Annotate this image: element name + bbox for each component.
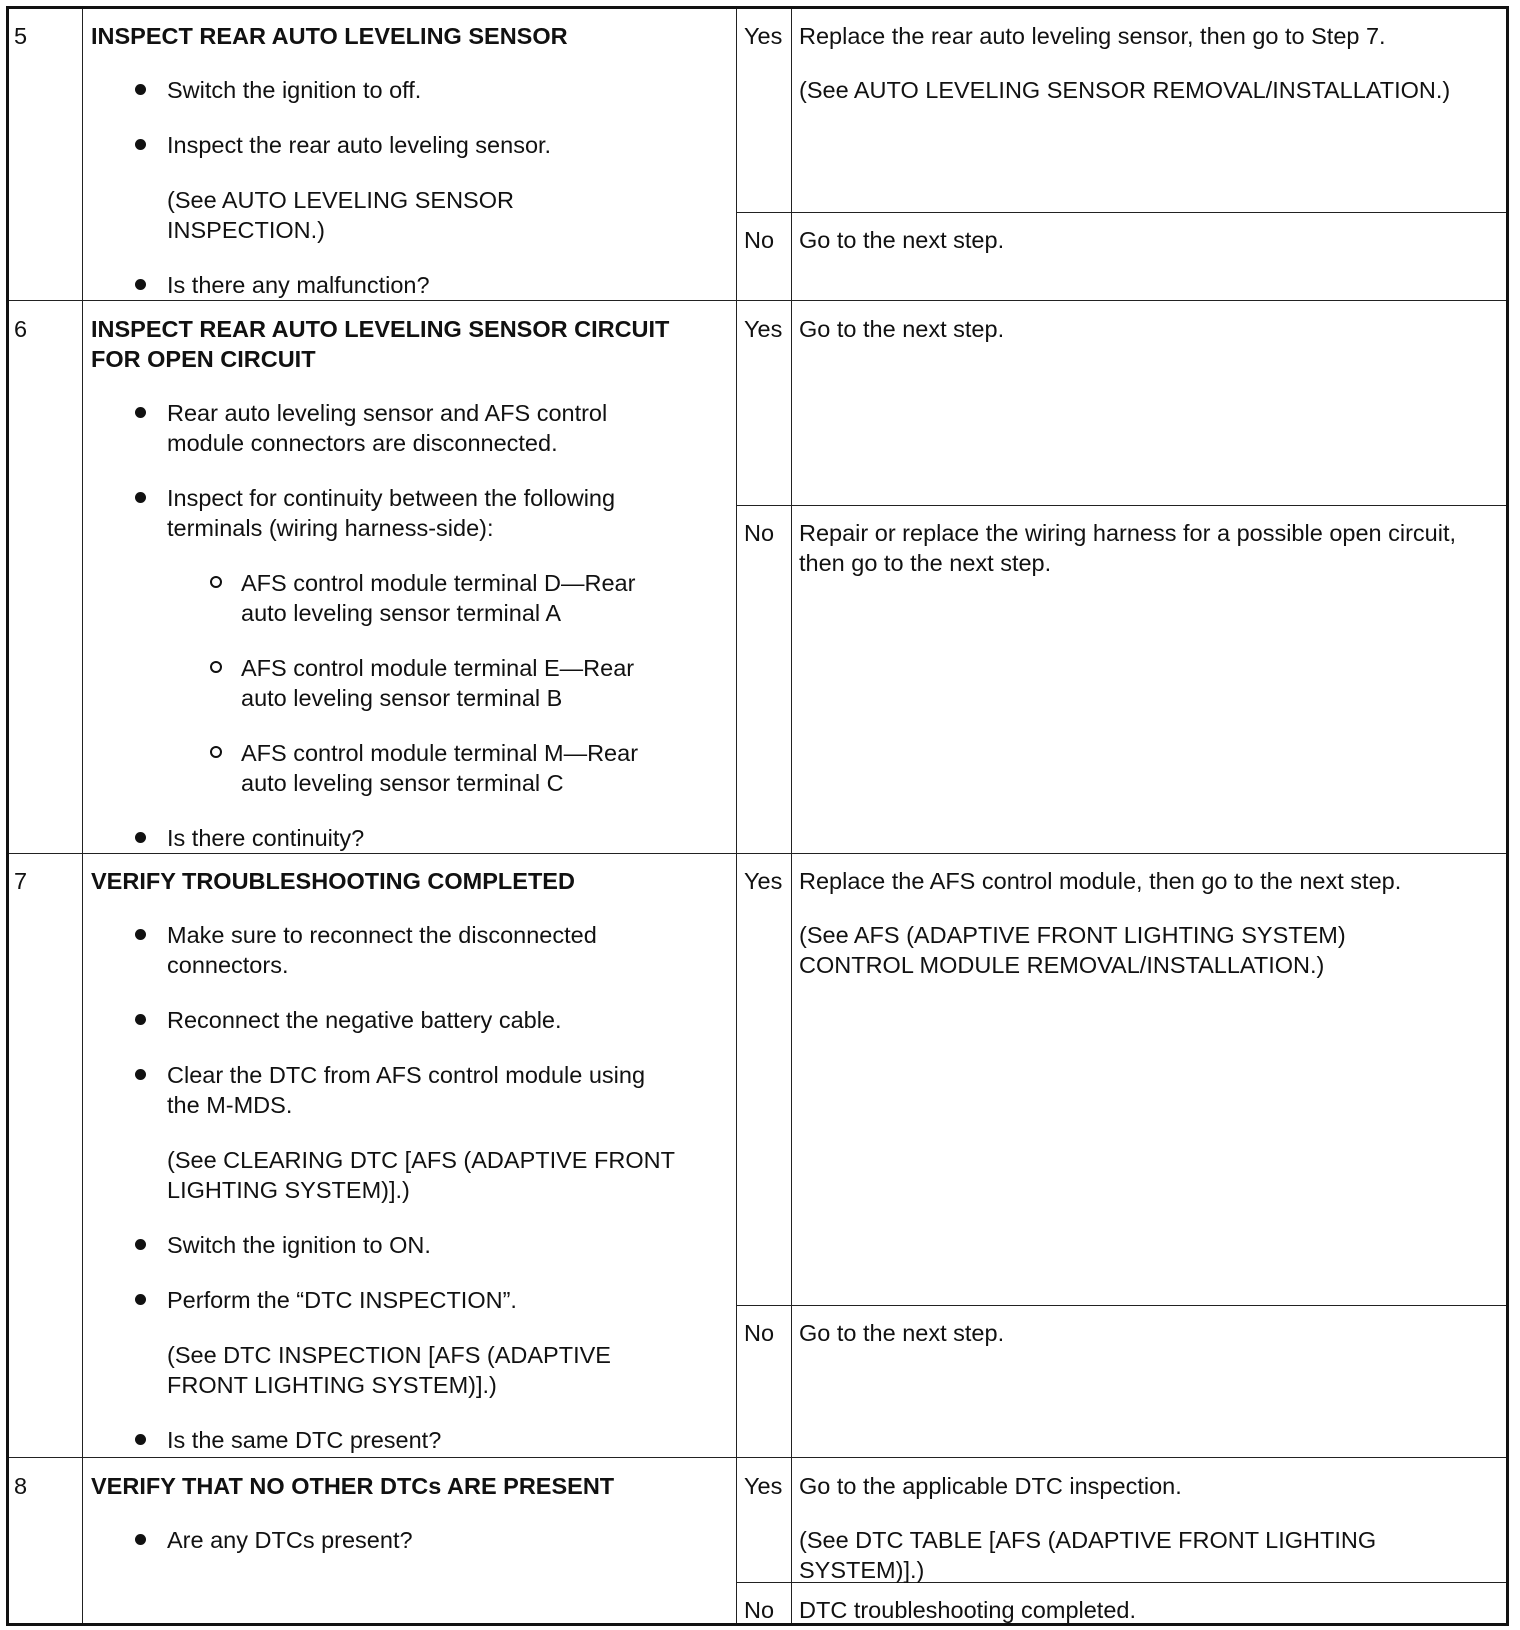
yes-label: Yes <box>744 23 783 49</box>
yes-no-divider <box>736 212 1506 213</box>
bullet-icon <box>135 1069 146 1080</box>
yes-result: SYSTEM)].) <box>799 1557 925 1583</box>
yes-result: (See AUTO LEVELING SENSOR REMOVAL/INSTALLATION.) <box>799 77 1451 103</box>
action-item: Reconnect the negative battery cable. <box>167 1007 562 1033</box>
bullet-icon <box>135 139 146 150</box>
bullet-icon <box>135 1534 146 1545</box>
action-item: Is there continuity? <box>167 825 365 851</box>
column-divider <box>791 9 792 1623</box>
action-item: the M-MDS. <box>167 1092 293 1118</box>
column-divider <box>82 9 83 1623</box>
yes-label: Yes <box>744 316 783 342</box>
sub-item: auto leveling sensor terminal A <box>241 600 562 626</box>
row-divider <box>9 300 1506 301</box>
no-result: DTC troubleshooting completed. <box>799 1597 1137 1623</box>
bullet-icon <box>135 1014 146 1025</box>
action-item: Rear auto leveling sensor and AFS control <box>167 400 608 426</box>
step-number: 7 <box>14 868 28 894</box>
yes-result: (See AFS (ADAPTIVE FRONT LIGHTING SYSTEM) <box>799 922 1346 948</box>
step-number: 8 <box>14 1473 28 1499</box>
bullet-icon <box>135 832 146 843</box>
action-item: Switch the ignition to ON. <box>167 1232 431 1258</box>
reference-note: (See AUTO LEVELING SENSOR <box>167 187 514 213</box>
reference-note: FRONT LIGHTING SYSTEM)].) <box>167 1372 497 1398</box>
troubleshooting-table <box>6 6 1509 1626</box>
no-result: Repair or replace the wiring harness for a possible open circuit, <box>799 520 1457 546</box>
bullet-icon <box>135 1239 146 1250</box>
action-item: Is the same DTC present? <box>167 1427 442 1453</box>
row-divider <box>9 1457 1506 1458</box>
action-item: Are any DTCs present? <box>167 1527 413 1553</box>
bullet-icon <box>135 279 146 290</box>
no-result: Go to the next step. <box>799 1320 1005 1346</box>
step-number: 6 <box>14 316 28 342</box>
sub-item: auto leveling sensor terminal C <box>241 770 564 796</box>
bullet-icon <box>135 929 146 940</box>
sub-item: AFS control module terminal M—Rear <box>241 740 639 766</box>
no-result: then go to the next step. <box>799 550 1052 576</box>
step-title: INSPECT REAR AUTO LEVELING SENSOR <box>91 23 568 49</box>
yes-result: Replace the rear auto leveling sensor, then go to Step 7. <box>799 23 1386 49</box>
action-item: Inspect the rear auto leveling sensor. <box>167 132 552 158</box>
action-item: Is there any malfunction? <box>167 272 430 298</box>
step-number: 5 <box>14 23 28 49</box>
bullet-icon <box>135 1294 146 1305</box>
action-item: connectors. <box>167 952 289 978</box>
yes-result: Go to the applicable DTC inspection. <box>799 1473 1182 1499</box>
sub-bullet-icon <box>210 661 222 673</box>
sub-item: AFS control module terminal D—Rear <box>241 570 636 596</box>
sub-bullet-icon <box>210 576 222 588</box>
action-item: Make sure to reconnect the disconnected <box>167 922 597 948</box>
reference-note: LIGHTING SYSTEM)].) <box>167 1177 410 1203</box>
bullet-icon <box>135 84 146 95</box>
action-item: Perform the “DTC INSPECTION”. <box>167 1287 517 1313</box>
yes-result: (See DTC TABLE [AFS (ADAPTIVE FRONT LIGHTING <box>799 1527 1377 1553</box>
reference-note: (See CLEARING DTC [AFS (ADAPTIVE FRONT <box>167 1147 675 1173</box>
yes-result: CONTROL MODULE REMOVAL/INSTALLATION.) <box>799 952 1325 978</box>
no-label: No <box>744 1597 775 1623</box>
bullet-icon <box>135 492 146 503</box>
column-divider <box>736 9 737 1623</box>
no-label: No <box>744 227 775 253</box>
sub-bullet-icon <box>210 746 222 758</box>
no-label: No <box>744 520 775 546</box>
action-item: module connectors are disconnected. <box>167 430 558 456</box>
yes-label: Yes <box>744 868 783 894</box>
reference-note: (See DTC INSPECTION [AFS (ADAPTIVE <box>167 1342 611 1368</box>
yes-no-divider <box>736 1305 1506 1306</box>
action-item: Clear the DTC from AFS control module using <box>167 1062 646 1088</box>
action-item: Switch the ignition to off. <box>167 77 422 103</box>
sub-item: AFS control module terminal E—Rear <box>241 655 635 681</box>
step-title: INSPECT REAR AUTO LEVELING SENSOR CIRCUIT <box>91 316 670 342</box>
yes-result: Go to the next step. <box>799 316 1005 342</box>
step-title: VERIFY TROUBLESHOOTING COMPLETED <box>91 868 575 894</box>
row-divider <box>9 853 1506 854</box>
no-label: No <box>744 1320 775 1346</box>
action-item: Inspect for continuity between the following <box>167 485 616 511</box>
bullet-icon <box>135 1434 146 1445</box>
yes-label: Yes <box>744 1473 783 1499</box>
bullet-icon <box>135 407 146 418</box>
no-result: Go to the next step. <box>799 227 1005 253</box>
action-item: terminals (wiring harness-side): <box>167 515 494 541</box>
yes-result: Replace the AFS control module, then go to the next step. <box>799 868 1402 894</box>
step-title: FOR OPEN CIRCUIT <box>91 346 316 372</box>
reference-note: INSPECTION.) <box>167 217 325 243</box>
sub-item: auto leveling sensor terminal B <box>241 685 563 711</box>
step-title: VERIFY THAT NO OTHER DTCs ARE PRESENT <box>91 1473 615 1499</box>
yes-no-divider <box>736 505 1506 506</box>
